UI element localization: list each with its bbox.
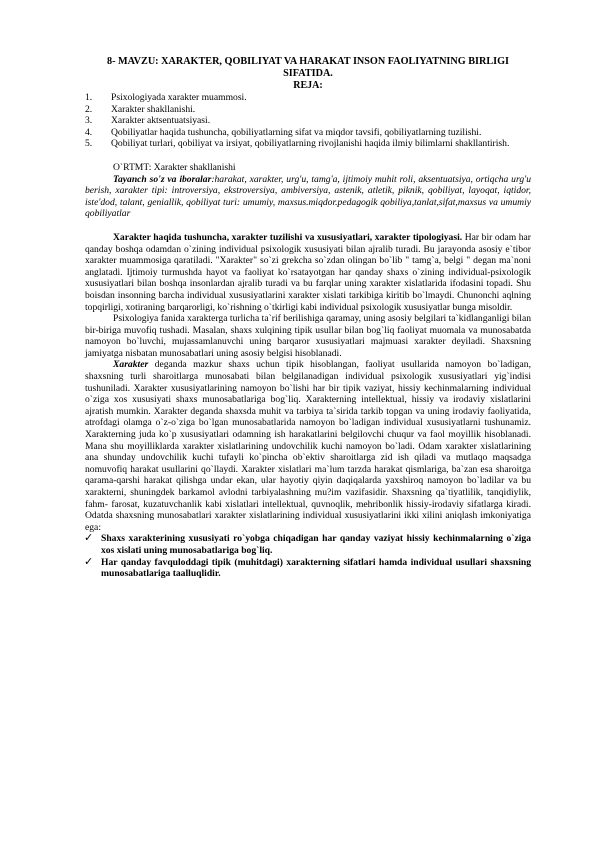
- checklist-item-text: Har qanday favquloddagi tipik (muhitdagi) xarakterning sifatlari hamda individual usullari shaxsning munosabatlariga taalluqlidir.: [101, 556, 531, 580]
- plan-item-number: 5.: [85, 138, 93, 150]
- paragraph-3: [85, 359, 531, 533]
- paragraph-1-lead: Xarakter haqida tushuncha, xarakter tuzilishi va xususiyatlari, xarakter tipologiyasi.: [113, 231, 463, 243]
- plan-list: [85, 92, 531, 150]
- checklist-item: [85, 533, 531, 556]
- checkmark-icon: ✓: [84, 555, 94, 568]
- paragraph-1-body: Har bir odam har qanday boshqa odamdan o`zining individual psixologik xususiyati bilan ajralib turadi. Bu jarayonda asosiy e`tibor xarakter muammosiga qaratiladi. "Xarakter" so`zi grekcha so`zdan olingan bo`lib " tamg`a, belgi " degan ma`noni anglatadi. Ijtimoiy turmushda hayot va faoliyat ko`rsatayotgan har qanday shaxs o`zining individual-psixologik xususiyatlari bilan boshqa insonlardan ajralib turadi va bu farqlar uning xarakter xislatlarida ifodasini topadi. Shu boisdan insonning barcha individual xususiyatlarini xarakter xislati tarkibiga kiritib bo`lmaydi. Chunonchi aqlning topqirligi, xotiraning barqarorligi, ko`rishning o`tkirligi kabi individual psixologik xususiyatlar bunga misoldir.: [85, 231, 531, 313]
- checklist-item-text: Shaxs xarakterining xususiyati ro`yobga chiqadigan har qanday vaziyat hissiy kechinmalarning o`ziga xos xislati uning munosabatlariga bog`liq.: [101, 533, 531, 556]
- plan-item-text: Qobiliyat turlari, qobiliyat va irsiyat, qobiliyatlarning rivojlanishi haqida ilmiy bilimlarni shakllantirish.: [111, 138, 510, 150]
- paragraph-1: [85, 232, 531, 313]
- plan-item-text: Xarakter aktsentuatsiyasi.: [111, 115, 211, 127]
- plan-item-number: 1.: [85, 92, 93, 103]
- page-title: 8- MAVZU: XARAKTER, QOBILIYAT VA HARAKAT INSON FAOLIYATNING BIRLIGI SIFATIDA.: [106, 56, 509, 79]
- plan-heading: REJA:: [293, 80, 323, 91]
- checklist-item: [85, 557, 531, 580]
- plan-item-number: 3.: [85, 115, 93, 127]
- plan-item-number: 4.: [85, 126, 93, 138]
- plan-item-text: Psixologiyada xarakter muammosi.: [111, 92, 247, 103]
- keywords-label: Tayanch so'z va iboralar: [113, 173, 212, 185]
- plan-item: [85, 138, 531, 150]
- plan-item: [85, 104, 531, 116]
- plan-item-text: Xarakter shakllanishi.: [111, 103, 196, 115]
- keywords-paragraph: [85, 174, 531, 220]
- plan-item: [85, 92, 531, 104]
- plan-item: [85, 127, 531, 139]
- ortm-text: Xarakter shakllanishi: [151, 161, 236, 173]
- document-page: [85, 56, 531, 580]
- paragraph-2: Psixologiya fanida xarakterga turlicha ta`rif berilishiga qaramay, uning asosiy belgilari ta`kidlanganligi bilan bir-biriga muvofiq tushadi. Masalan, shaxs xulqining tipik usullar bilan bog`liq faoliyat muomala va munosabatda namoyon bo`luvchi, mujassamlanuvchi uning barqaror xususiyatlari majmuasi xarakter deyiladi. Shaxsning jamiyatga nisbatan munosabatlari uning asosiy belgisi hisoblanadi.: [85, 313, 531, 359]
- paragraph-3-body: deganda mazkur shaxs uchun tipik hisoblangan, faoliyat usullarida namoyon bo`ladigan, shaxsning turli sharoitlarga munosabati bilan belgilanadigan individual psixologik xususiyatlari yig`indisi tushuniladi. Xarakter xususiyatlarining namoyon bo`lishi har bir tipik vaziyat, hissiy kechinmalarning individual o`ziga xos xususiyati shaxs munosabatlariga bog`liq. Xarakterning intellektual, hissiy va irodaviy xislatlarini ajratish mumkin. Xarakter deganda shaxsda muhit va tarbiya ta`sirida tarkib topgan va uning irodaviy faoliyatida, atrofdagi olamga o`z-o`ziga bo`lgan munosabatlarida namoyon bo`ladigan individual xususiyatlarni tushunamiz. Xarakterning juda ko`p xususiyatlari odamning ish harakatlarini belgilovchi chuqur va faol moyillik hisoblanadi. Mana shu moyilliklarda xarakter xislatlarining undovchilik kuchi namoyon bo`ladi. Odam xarakter xislatlarining ana shunday undovchilik kuchi tufayli ko`pincha ob`ektiv sharoitlarga zid ish qiladi va mutlaqo maqsadga nomuvofiq harakat usullarini qo`llaydi. Xarakter xislatlari ma`lum tarzda harakat qismlariga, ba`zan esa sharoitga qarama-qarshi harakat qilishga undar ekan, ular hayotiy qiyin daqiqalarda yaxshiroq namoyon bo`ladilar va bu xarakterni, shuningdek barkamol avlodni tarbiyalashning mu?im vazifasidir. Shaxsning qa`tiyatlilik, tanqidiylik, fahm- farosat, kuzatuvchanlik kabi xislatlari intellektual, quvnoqlik, mehribonlik hissiy-irodaviy sifatlarga kiradi. Odatda shaxsning munosabatlari xarakter xislatlarining individual xususiyatlarini ikki xilini aniqlash imkoniyatiga ega:: [85, 359, 531, 533]
- plan-item: [85, 115, 531, 127]
- checklist: [85, 533, 531, 579]
- ortm-line: [85, 162, 531, 174]
- ortm-label: O`RTMT:: [113, 161, 152, 173]
- checkmark-icon: ✓: [84, 532, 94, 545]
- keywords-text: :harakat, xarakter, urg'u, tamg'a, ijtimoiy muhit roli, aksentuatsiya, ortiqcha urg'u berish, xarakter tipi: introversiya, ekstroversiya, ambiversiya, astenik, atletik, piknik, qobiliyat, layoqat, iqtidor, iste'dod, talant, geniallik, qobiliyat turi: umumiy, maxsus.miqdor.pedagogik qobiliya,tanlat,sifat,maxsus va umumiy qobiliyatlar: [85, 173, 531, 220]
- plan-item-number: 2.: [85, 103, 93, 115]
- paragraph-3-lead: Xarakter: [113, 359, 149, 371]
- plan-item-text: Qobiliyatlar haqida tushuncha, qobiliyatlarning sifat va miqdor tavsifi, qobiliyatlarning tuzilishi.: [111, 126, 482, 138]
